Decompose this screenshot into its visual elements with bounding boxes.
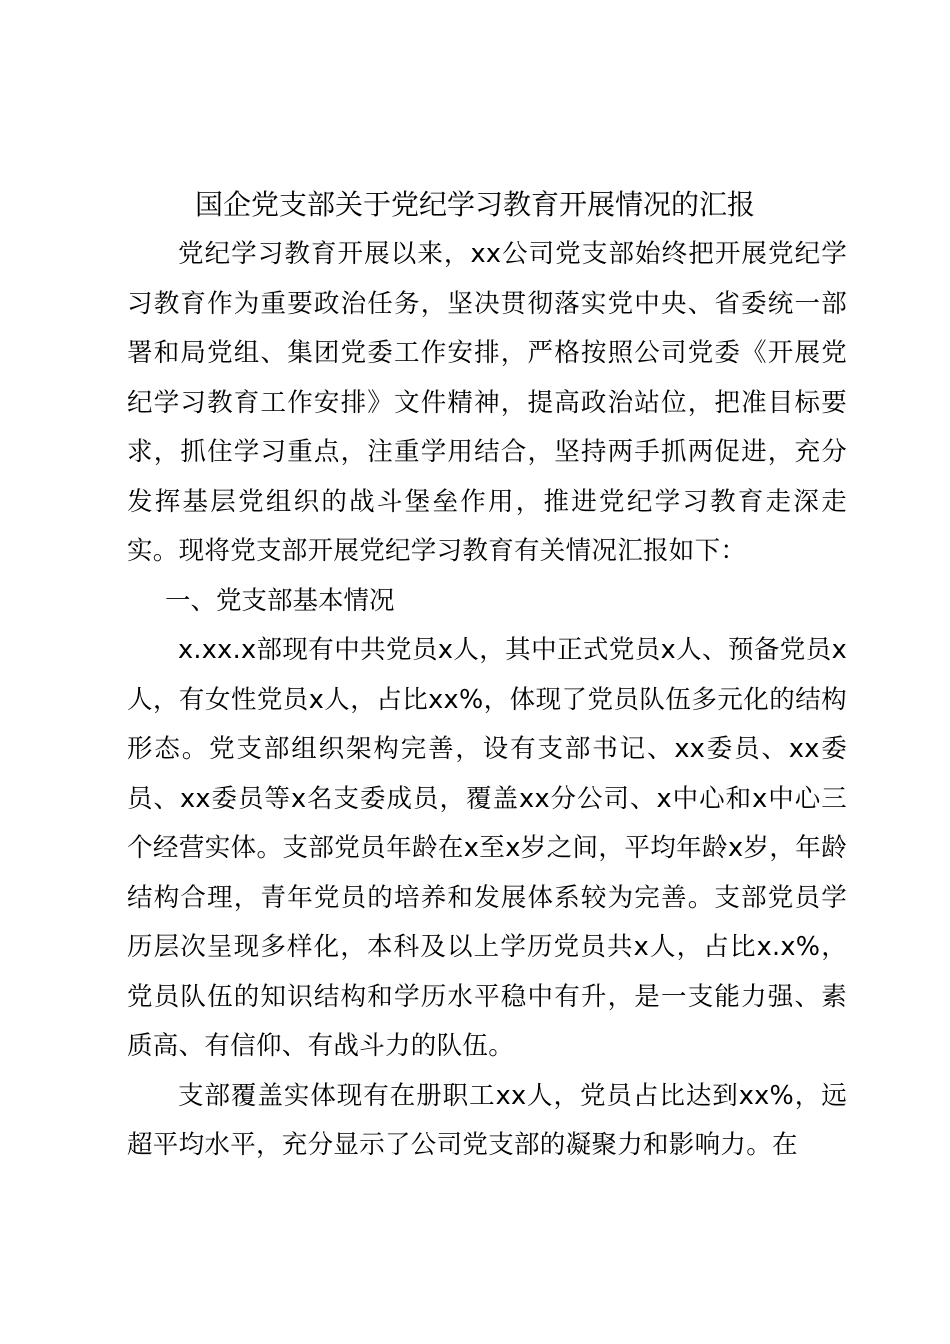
document-body	[127, 230, 847, 1171]
section-paragraph: x.xx.x部现有中共党员x人，其中正式党员x人、预备党员x人，有女性党员x人，占比xx%，体现了党员队伍多元化的结构形态。党支部组织架构完善，设有支部书记、xx委员、xx委员、xx委员等x名支委成员，覆盖xx分公司、x中心和x中心三个经营实体。支部党员年龄在x至x岁之间，平均年龄x岁，年龄结构合理，青年党员的培养和发展体系较为完善。支部党员学历层次呈现多样化，本科及以上学历党员共x人，占比x.x%，党员队伍的知识结构和学历水平稳中有升，是一支能力强、素质高、有信仰、有战斗力的队伍。	[127, 635, 847, 1061]
section-paragraph: 支部覆盖实体现有在册职工xx人，党员占比达到xx%，远超平均水平，充分显示了公司党支部的凝聚力和影响力。在	[127, 1080, 847, 1160]
document-title: 国企党支部关于党纪学习教育开展情况的汇报	[194, 188, 755, 221]
section-heading: 一、党支部基本情况	[165, 585, 395, 616]
intro-paragraph: 党纪学习教育开展以来，xx公司党支部始终把开展党纪学习教育作为重要政治任务，坚决贯彻落实党中央、省委统一部署和局党组、集团党委工作安排，严格按照公司党委《开展党纪学习教育工作安排》文件精神，提高政治站位，把准目标要求，抓住学习重点，注重学用结合，坚持两手抓两促进，充分发挥基层党组织的战斗堡垒作用，推进党纪学习教育走深走实。现将党支部开展党纪学习教育有关情况汇报如下：	[127, 239, 847, 566]
